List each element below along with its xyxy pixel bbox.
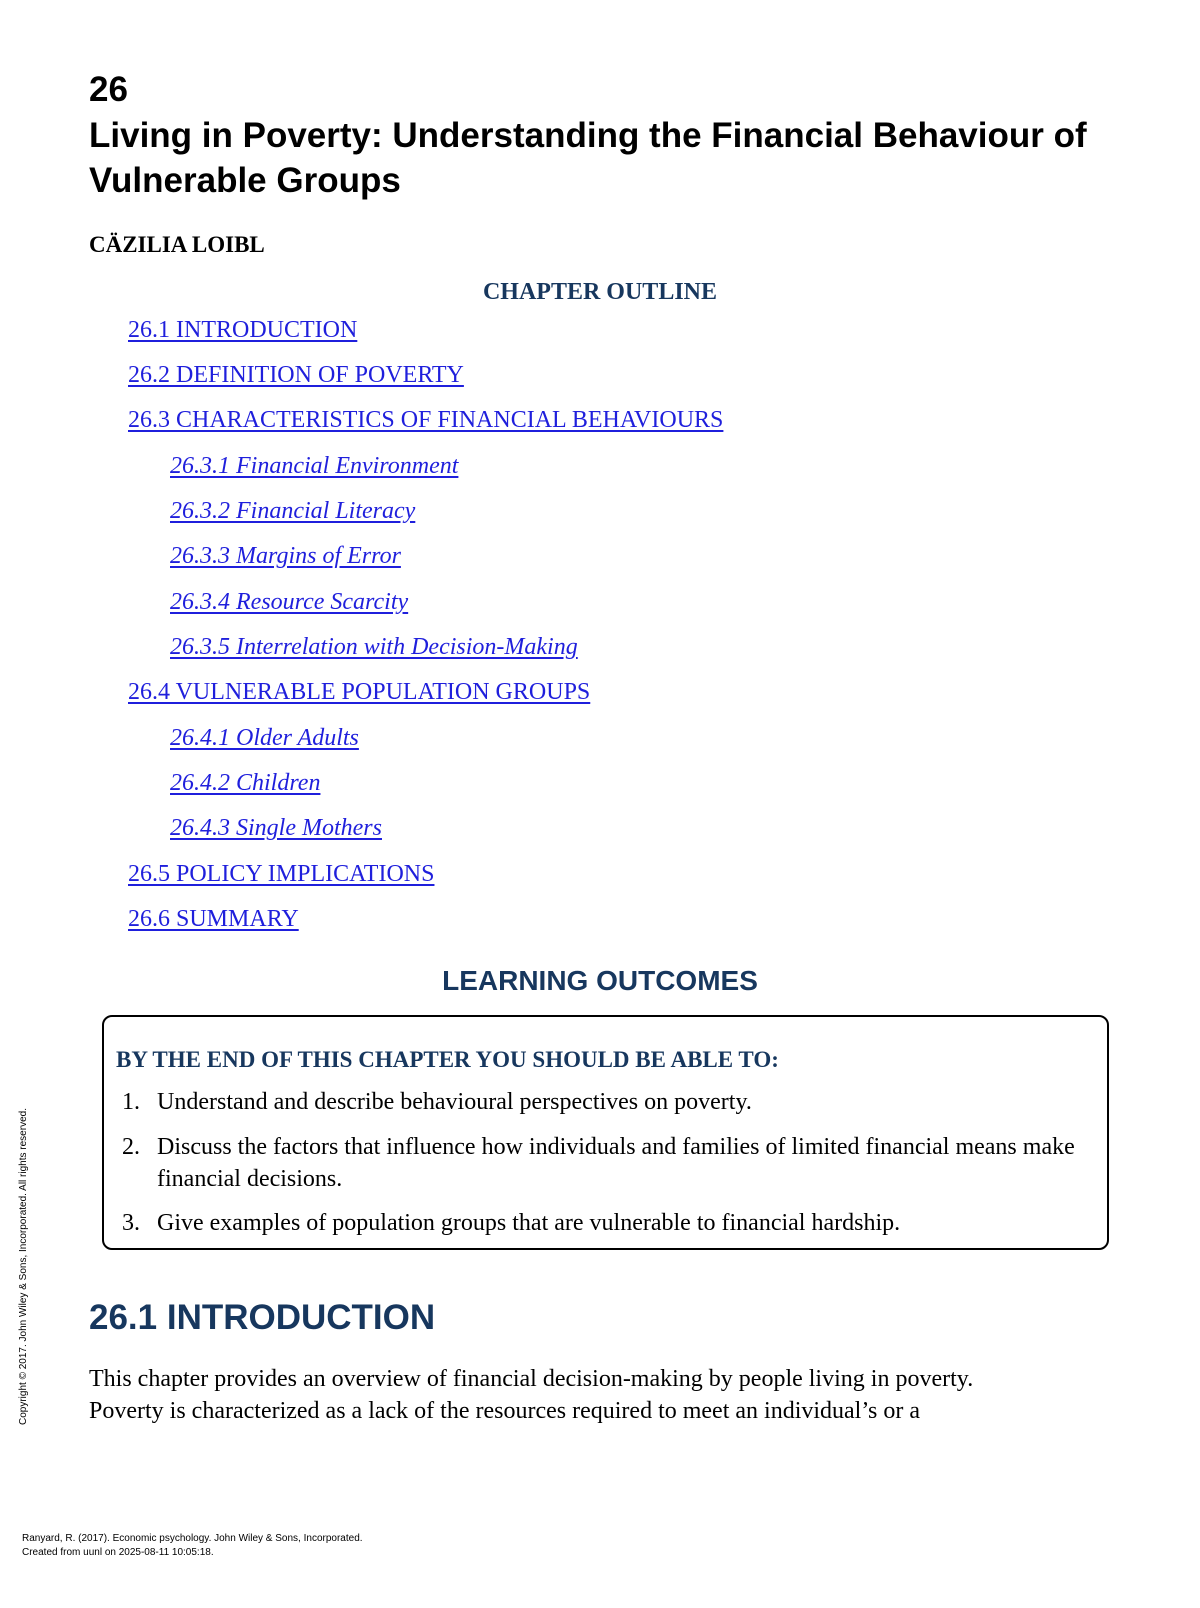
toc-link-summary[interactable]: 26.6 SUMMARY <box>128 906 299 932</box>
list-number: 2. <box>122 1134 140 1160</box>
paragraph-line: Poverty is characterized as a lack of the resources required to meet an individual’s or a <box>89 1398 920 1424</box>
list-number: 3. <box>122 1210 140 1236</box>
toc-link-margins-of-error[interactable]: 26.3.3 Margins of Error <box>170 543 401 569</box>
toc-link-resource-scarcity[interactable]: 26.3.4 Resource Scarcity <box>170 589 409 615</box>
citation-line: Ranyard, R. (2017). Economic psychology. John Wiley & Sons, Incorporated. <box>22 1533 363 1544</box>
toc-link-interrelation-decision-making[interactable]: 26.3.5 Interrelation with Decision-Making <box>170 634 578 660</box>
toc-link-introduction[interactable]: 26.1 INTRODUCTION <box>128 317 358 343</box>
page-footer <box>22 1532 363 1560</box>
learning-outcome-text: Give examples of population groups that are vulnerable to financial hardship. <box>157 1210 901 1236</box>
toc-link-single-mothers[interactable]: 26.4.3 Single Mothers <box>170 815 382 841</box>
learning-outcome-item <box>122 1086 1082 1118</box>
chapter-number: 26 <box>89 70 128 109</box>
toc-link-older-adults[interactable]: 26.4.1 Older Adults <box>170 725 359 751</box>
section-heading: 26.1 INTRODUCTION <box>89 1298 436 1337</box>
learning-outcome-item <box>122 1131 1082 1195</box>
copyright-notice: Copyright © 2017. John Wiley & Sons, Incorporated. All rights reserved. <box>18 1108 29 1425</box>
learning-outcome-item <box>122 1207 1082 1239</box>
learning-outcomes-box <box>102 1015 1109 1250</box>
toc-link-policy-implications[interactable]: 26.5 POLICY IMPLICATIONS <box>128 861 435 887</box>
chapter-author: CÄZILIA LOIBL <box>89 232 265 257</box>
intro-paragraph <box>89 1363 1119 1427</box>
chapter-outline-heading: CHAPTER OUTLINE <box>482 279 718 305</box>
list-number: 1. <box>122 1089 140 1115</box>
paragraph-line: This chapter provides an overview of financial decision-making by people living in poverty. <box>89 1366 974 1392</box>
learning-outcomes-heading: LEARNING OUTCOMES <box>442 965 758 996</box>
learning-outcomes-box-title: BY THE END OF THIS CHAPTER YOU SHOULD BE ABLE TO: <box>116 1047 779 1072</box>
created-from-line: Created from uunl on 2025-08-11 10:05:18. <box>22 1547 214 1558</box>
toc-link-definition-of-poverty[interactable]: 26.2 DEFINITION OF POVERTY <box>128 362 464 388</box>
learning-outcome-text: Understand and describe behavioural perspectives on poverty. <box>157 1089 752 1115</box>
toc-link-characteristics[interactable]: 26.3 CHARACTERISTICS OF FINANCIAL BEHAVIOURS <box>128 407 724 433</box>
toc-link-financial-environment[interactable]: 26.3.1 Financial Environment <box>170 453 459 479</box>
toc-link-vulnerable-groups[interactable]: 26.4 VULNERABLE POPULATION GROUPS <box>128 679 591 705</box>
chapter-title: Living in Poverty: Understanding the Financial Behaviour of Vulnerable Groups <box>89 116 1087 200</box>
toc-link-financial-literacy[interactable]: 26.3.2 Financial Literacy <box>170 498 416 524</box>
toc-link-children[interactable]: 26.4.2 Children <box>170 770 321 796</box>
learning-outcome-text: Discuss the factors that influence how individuals and families of limited financial means make financial decisions. <box>157 1134 1075 1192</box>
